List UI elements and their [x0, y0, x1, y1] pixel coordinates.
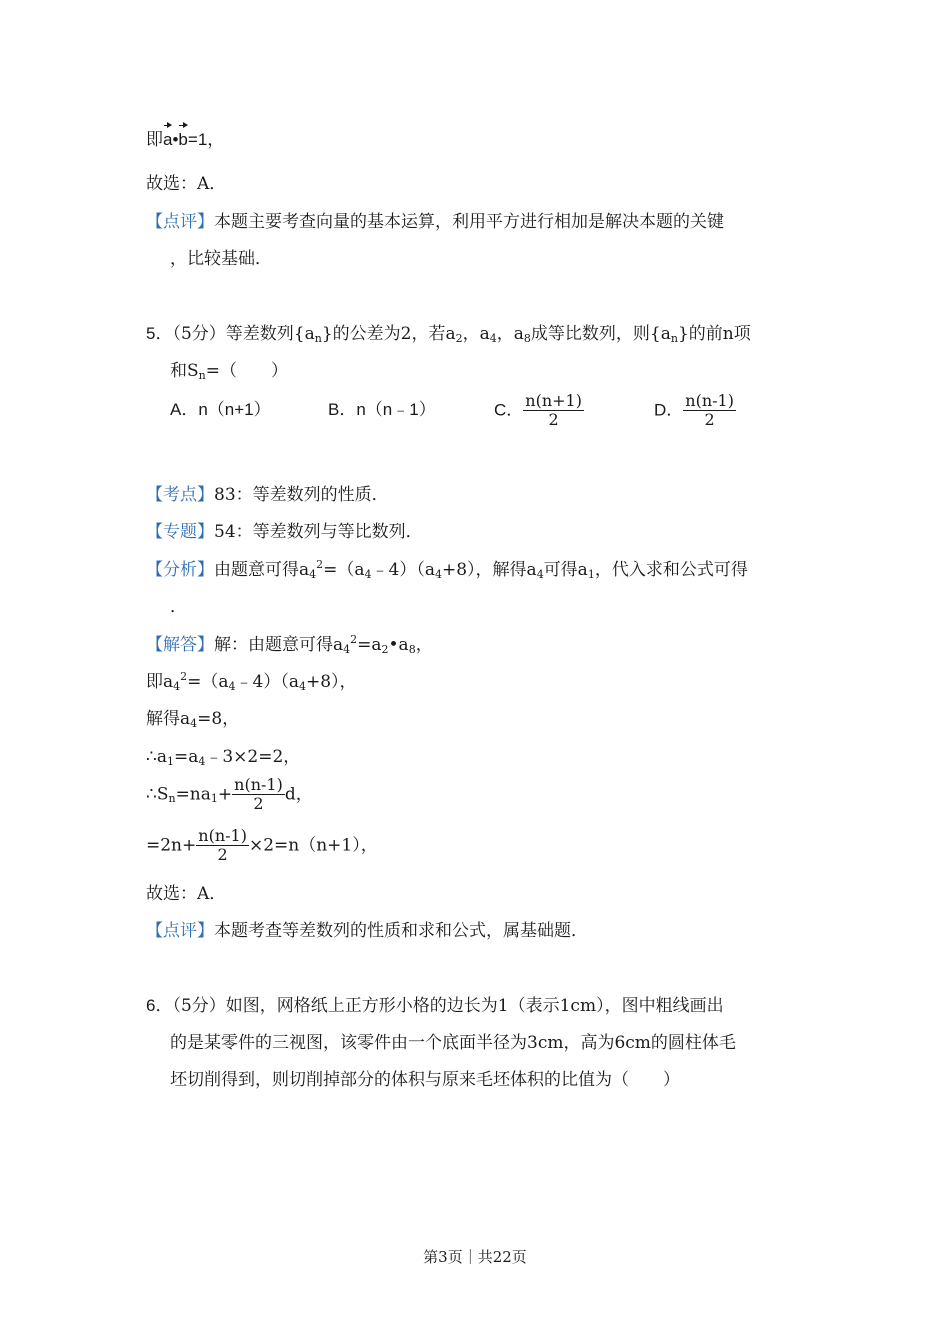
option-c-fraction: $\frac{n(n+1)}{2}$: [525, 391, 582, 429]
solution-line-vector: 即a•b=1，: [146, 130, 225, 150]
solution-step-2: 解得$a_4=8$，: [146, 709, 240, 730]
comment-q4-cont: ，比较基础．: [170, 249, 272, 269]
option-d: D． $\frac{n(n-1)}{2}$: [654, 391, 734, 429]
solution-step-1: 即$a_4^2=(a_4﹣4)(a_4+8)$，: [146, 670, 357, 693]
result-fraction: $\frac{n(n-1)}{2}$: [198, 826, 247, 864]
sum-fraction: $\frac{n(n-1)}{2}$: [234, 775, 283, 813]
fenxi-cont: ．: [170, 597, 187, 617]
answer-line-q5: 故选：A．: [146, 884, 227, 904]
question-6-line-3: 坯切削得到，则切削掉部分的体积与原来毛坯体积的比值为（ ）: [170, 1070, 680, 1090]
comment-q5: 【点评】本题考查等差数列的性质和求和公式，属基础题．: [146, 921, 588, 941]
jieda: 【解答】解：由题意可得$a_4^2=a_2•a_8$，: [146, 633, 433, 656]
comment-tag: 【点评】: [146, 212, 214, 232]
question-6-line-2: 的是某零件的三视图，该零件由一个底面半径为3cm，高为6cm的圆柱体毛: [170, 1033, 736, 1053]
page-footer: 第3页｜共22页: [423, 1248, 527, 1266]
option-b: B．n（n﹣1）: [328, 400, 436, 419]
solution-step-4: $\therefore S_n=na_1+$ $\frac{n(n-1)}{2}$ d，: [146, 775, 313, 813]
solution-step-5: =2n+ $\frac{n(n-1)}{2}$ ×2=n（n+1），: [146, 826, 378, 864]
vector-a: a: [163, 128, 172, 152]
question-number: 5．: [146, 324, 173, 343]
solution-step-3: $\therefore a_1=a_4﹣3\times 2=2$，: [146, 747, 301, 768]
kaodian: 【考点】83：等差数列的性质．: [146, 485, 389, 505]
question-5-cont: 和$S_n=$（ ）: [170, 361, 288, 382]
option-a: A．n（n+1）: [170, 400, 271, 419]
question-number: 6．: [146, 996, 173, 1015]
fenxi: 【分析】由题意可得$a_4^2=(a_4﹣4)(a_4+8)$，解得$a_4$可得$a_1$，代入求和公式可得: [146, 558, 748, 581]
question-5: 5．（5分）等差数列$\{a_n\}$的公差为2，若$a_2$，$a_4$，$a_8$成等比数列，则$\{a_n\}$的前n项: [146, 324, 751, 345]
option-d-fraction: $\frac{n(n-1)}{2}$: [685, 391, 734, 429]
zhuanti: 【专题】54：等差数列与等比数列．: [146, 522, 423, 542]
answer-line-q4: 故选：A．: [146, 174, 227, 194]
option-c: C． $\frac{n(n+1)}{2}$: [494, 391, 582, 429]
comment-q4: 【点评】本题主要考查向量的基本运算，利用平方进行相加是解决本题的关键: [146, 212, 724, 232]
question-6: 6．（5分）如图，网格纸上正方形小格的边长为1（表示1cm），图中粗线画出: [146, 996, 724, 1016]
vector-b: b: [178, 128, 187, 152]
